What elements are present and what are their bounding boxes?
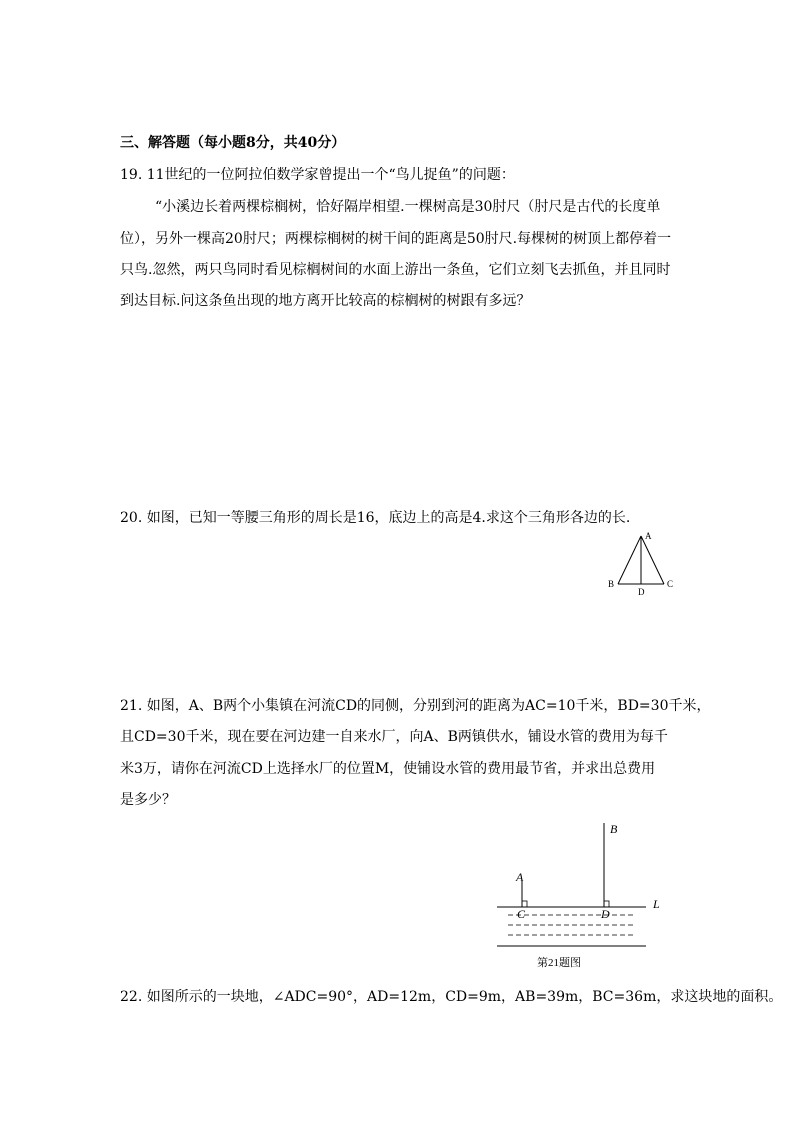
q19-line-2: “小溪边长着两棵棕榈树，恰好隔岸相望.一棵树高是30肘尺（肘尺是古代的长度单 — [155, 199, 661, 215]
q19-line-5: 到达目标.问这条鱼出现的地方离开比较高的棕榈树的树跟有多远？ — [120, 293, 531, 309]
q21-label-c: C — [517, 907, 526, 921]
q21-river-figure — [490, 815, 680, 975]
q20-triangle-figure — [600, 528, 690, 598]
q21-label-d: D — [601, 907, 610, 921]
q21-label-a: A — [516, 870, 524, 884]
q21-line-1: 21. 如图，A、B两个小集镇在河流CD的同侧，分别到河的距离为AC=10千米，BD=30千米， — [120, 698, 711, 714]
q21-line-3: 米3万，请你在河流CD上选择水厂的位置M，使铺设水管的费用最节省，并求出总费用 — [120, 761, 656, 777]
q20-side-ac — [641, 536, 664, 584]
q19-line-4: 只鸟.忽然，两只鸟同时看见棕榈树间的水面上游出一条鱼，它们立刻飞去抓鱼，并且同时 — [120, 262, 671, 278]
q20-side-ab — [618, 536, 641, 584]
q21-label-l: L — [653, 897, 660, 911]
q20-label-d: D — [638, 587, 645, 597]
q20-label-a: A — [645, 531, 652, 541]
q20-label-b: B — [608, 579, 615, 589]
q22-text: 22. 如图所示的一块地，∠ADC=90°，AD=12m，CD=9m，AB=39m，BC=36m，求这块地的面积。 — [120, 989, 783, 1005]
q20-text: 20. 如图，已知一等腰三角形的周长是16，底边上的高是4.求这个三角形各边的长. — [120, 510, 631, 526]
q21-label-b: B — [610, 822, 618, 836]
q21-line-2: 且CD=30千米，现在要在河边建一自来水厂，向A、B两镇供水，铺设水管的费用为每千 — [120, 729, 668, 745]
section-title: 三、解答题（每小题8分，共40分） — [120, 135, 346, 151]
q20-label-c: C — [667, 579, 674, 589]
q19-line-3: 位），另外一棵高20肘尺；两棵棕榈树的树干间的距离是50肘尺.每棵树的树顶上都停着一 — [120, 231, 672, 247]
q21-figure-caption: 第21题图 — [537, 957, 581, 969]
q21-line-4: 是多少？ — [120, 792, 176, 808]
q19-line-1: 19. 11世纪的一位阿拉伯数学家曾提出一个“鸟儿捉鱼”的问题： — [120, 167, 515, 183]
